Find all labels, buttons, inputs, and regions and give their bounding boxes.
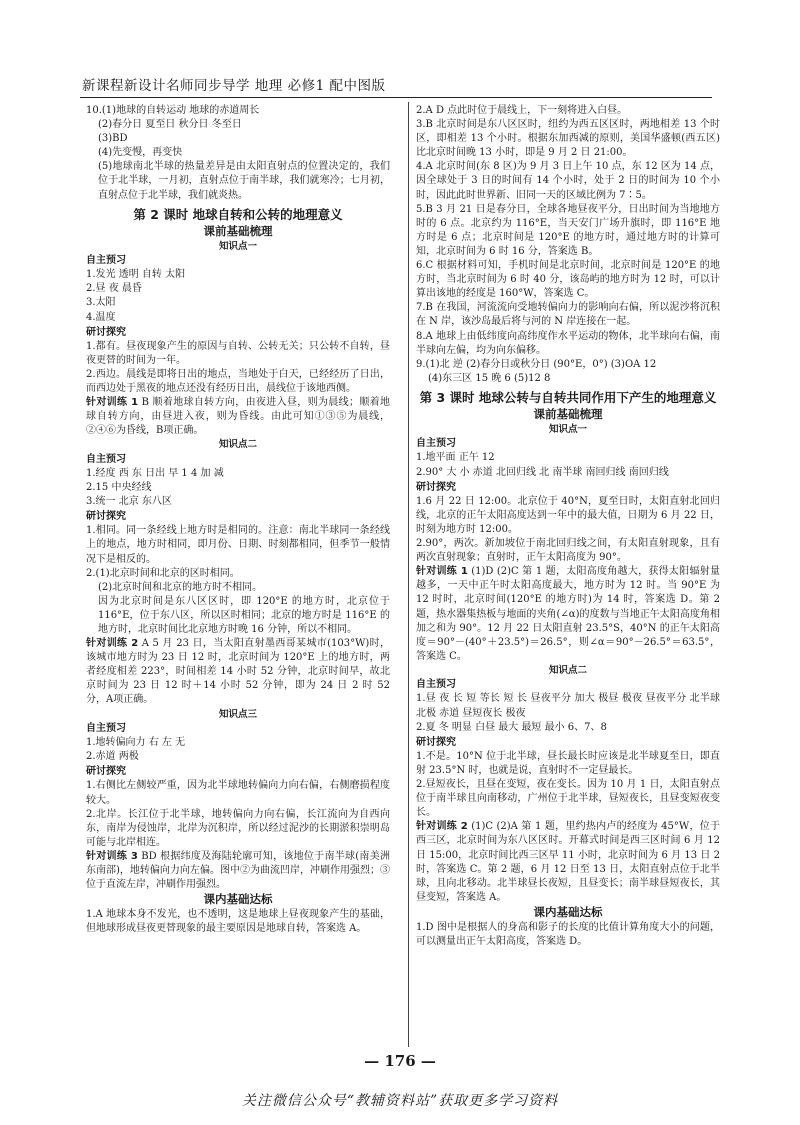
page-number: — 176 — — [364, 1052, 436, 1070]
exercise-label: 针对训练 3 — [86, 850, 138, 862]
answer-line: 1.发光 透明 自转 太阳 — [86, 269, 186, 281]
answer-subline: 因为北京时间是东八区区时，即 120°E 的地方时，北京位于 116°E，位于东八区，所以区时相同；北京的地方时是 116°E 的地方时，北京时间比北京地方时晚 16 分钟，所以不相同。 — [98, 595, 390, 635]
subsection-label: 研讨探究 — [416, 481, 456, 493]
lesson-title: 第 3 课时 地球公转与自转共同作用下产生的地理意义 — [419, 389, 717, 405]
exercise-answer — [86, 850, 390, 892]
answer-line: 1.地转偏向力 右 左 无 — [86, 737, 186, 749]
exercise-label: 针对训练 1 — [416, 566, 468, 578]
answer-line: 2.赤道 两极 — [86, 751, 139, 763]
answer-line: 3.太阳 — [86, 297, 116, 309]
subsection-label: 研讨探究 — [86, 326, 126, 338]
lesson-title: 第 2 课时 地球自转和公转的地理意义 — [133, 206, 343, 222]
section-title: 课前基础梳理 — [203, 223, 273, 238]
answer-subline: (4)先变慢，再变快 — [98, 147, 183, 159]
answer-line: 1.都有。昼夜现象产生的原因与自转、公转无关；只公转不自转，昼夜更替的时间为一年。 — [86, 340, 390, 366]
answer-line: 2.夏 冬 明显 白昼 最大 最短 最小 6、7、8 — [416, 721, 607, 733]
exercise-text: A 5 月 23 日，当太阳直射墨西哥某城市(103°W)时，该城市地方时为 23 日 12 时，北京时间为 120°E 上的地方时，两者经度相差 223°，时间相差 14 小时 52 分钟，北京时间早，故北京时间为 23 日 12 时＋14 小时 52 分钟，即为 24 日 2 时 52 分，A项正确。 — [86, 638, 390, 706]
knowledge-point-title: 知识点二 — [218, 439, 257, 451]
answer-line: 6.C 根据材料可知，手机时间是北京时间，北京时间是 120°E 的地方时，当北京时间为 6 时 40 分，该岛屿的地方时为 12 时，可以计算出该地的经度是 160°W，答案选 C。 — [416, 260, 720, 300]
answer-line: 2.西边。晨线是即将日出的地点，当地处于白天，已经经历了日出，而西边处于黑夜的地点还没有经历日出，晨线位于该地西侧。 — [86, 368, 390, 394]
knowledge-point-title: 知识点一 — [218, 240, 257, 252]
answer-line: 4.A 北京时间(东 8 区)为 9 月 3 日上午 10 点，东 12 区为 14 点，因全球处于 3 日的时间有 14 个小时，处于 2 日的时间为 10 个小时，因此此时世界新、旧同一天的区域比例为 7∶5。 — [416, 161, 720, 201]
answer-subline: (3)BD — [98, 133, 128, 145]
answer-line: 2.(1)北京时间和北京的区时相同。 — [86, 567, 240, 579]
section-title: 课前基础梳理 — [533, 406, 603, 421]
subsection-label: 自主预习 — [416, 438, 456, 450]
knowledge-point-title: 知识点三 — [218, 708, 257, 720]
column-divider — [408, 102, 409, 1047]
exercise-label: 针对训练 2 — [416, 821, 468, 833]
answer-line: 1.6 月 22 日 12:00。北京位于 40°N，夏至日时，太阳直射北回归线，北京的正午太阳高度达到一年中的最大值，日期为 6 月 22 日，时刻为地方时 12:00。 — [416, 495, 720, 535]
answer-line: 1.地平面 正午 12 — [416, 452, 495, 464]
answer-subline: (2)北京时间和北京的地方时不相同。 — [98, 581, 263, 593]
footer-note: 关注微信公众号“教辅资料站”获取更多学习资料 — [241, 1093, 559, 1109]
subsection-label: 研讨探究 — [86, 511, 126, 523]
answer-line: 9.(1)北 逆 (2)春分日或秋分日 (90°E，0°) (3)OA 12 — [416, 358, 657, 370]
exercise-text: (1)D (2)C 第 1 题，太阳高度角越大，获得太阳辐射量越多，一天中正午时太阳高度最大，地方时为 12 时。当 90°E 为 12 时时，北京时间(120°E 的地方时)为 14 时，答案选 D。第 2 题，热水器集热板与地面的夹角(∠α)的度数与当地正午太阳高度角相加之和为 90°。12 月 22 日太阳直射 23.5°S，40°N 的正午太阳高度＝90°－(40°＋23.5°)＝26.5°，则∠α＝90°－26.5°＝63.5°，答案选 C。 — [416, 566, 720, 662]
knowledge-point-title: 知识点一 — [548, 423, 587, 435]
answer-line: 2.A D 点此时位于晨线上，下一刻将进入白昼。 — [416, 105, 628, 116]
answer-line: 3.统一 北京 东八区 — [86, 496, 172, 508]
answer-line: 2.北岸。长江位于北半球，地转偏向力向右偏，长江流向为自西向东，南岸为侵蚀岸，北岸为沉积岸，所以经过泥沙的长期淤积崇明岛可能与北岸相连。 — [86, 808, 390, 848]
exercise-text: B 顺着地球自转方向，由夜进入昼，则为晨线；顺着地球自转方向，由昼进入夜，则为昏线。由此可知①③⑤为晨线，②④⑥为昏线，B项正确。 — [86, 397, 390, 437]
exercise-text: BD 根据纬度及海陆轮廓可知，该地位于南半球(南美洲东南部)，地转偏向力向左偏。图中②为曲流凹岸，冲刷作用强烈；③位于直流左岸，冲刷作用强烈。 — [86, 850, 390, 891]
answer-line: 10.(1)地球的自转运动 地球的赤道周长 — [86, 105, 260, 116]
subsection-label: 自主预习 — [416, 679, 456, 691]
right-column — [416, 104, 720, 949]
exercise-answer — [416, 820, 720, 905]
answer-line: 1.A 地球本身不发光，也不透明，这是地球上昼夜现象产生的基础，但地球形成昼夜更替现象的最主要原因是地球自转，答案选 A。 — [86, 909, 390, 935]
subsection-label: 研讨探究 — [86, 766, 126, 778]
answer-line: 2.90°，两次。新加坡位于南北回归线之间，有太阳直射现象，且有两次直射现象；直射时，正午太阳高度为 90°。 — [416, 538, 720, 564]
answer-line: 1.昼 夜 长 短 等长 短 长 昼夜平分 加大 极昼 极夜 昼夜平分 北半球 北极 赤道 昼短夜长 极夜 — [416, 693, 720, 719]
answer-line: 1.右侧比左侧较严重，因为北半球地转偏向力向右偏，右侧磨损程度较大。 — [86, 780, 390, 806]
exercise-label: 针对训练 1 — [86, 397, 139, 409]
knowledge-point-title: 知识点二 — [548, 664, 587, 676]
header-rule — [80, 97, 712, 98]
left-column — [86, 104, 390, 936]
answer-line: 2.90° 大 小 赤道 北回归线 北 南半球 南回归线 南回归线 — [416, 466, 669, 478]
answer-line: 1.经度 西 东 日出 早 1 4 加 减 — [86, 467, 224, 479]
subsection-label: 自主预习 — [86, 255, 126, 267]
answer-line: 2.15 中央经线 — [86, 482, 152, 494]
answer-subline: (2)春分日 夏至日 秋分日 冬至日 — [98, 119, 242, 131]
exercise-answer — [416, 565, 720, 664]
section-title: 课内基础达标 — [533, 904, 603, 919]
answer-line: 8.A 地球上由低纬度向高纬度作水平运动的物体，北半球向右偏，南半球向左偏，均为向东偏移。 — [416, 330, 720, 356]
subsection-label: 自主预习 — [86, 453, 126, 465]
section-title: 课内基础达标 — [203, 892, 273, 907]
answer-line: 1.D 图中是根据人的身高和影子的长度的比值计算角度大小的问题，可以测量出正午太阳高度，答案选 D。 — [416, 921, 720, 947]
exercise-answer — [86, 396, 390, 438]
answer-line: 3.B 北京时间是东八区区时，纽约为西五区区时，两地相差 13 个时区，即相差 13 个小时。根据东加西减的原则，美国华盛顿(西五区)比北京时间晚 13 小时，即是 9 月 2 日 21:00。 — [416, 119, 720, 159]
answer-line: 1.不是。10°N 位于北半球，昼长最长时应该是北半球夏至日，即直射 23.5°N 时，也就是说，直射时不一定昼最长。 — [416, 750, 720, 776]
answer-line: 5.B 3 月 21 日是春分日，全球各地昼夜平分，日出时间为当地地方时的 6 点。北京约为 116°E，当天安门广场升旗时，即 116°E 地方时是 6 点；北京时间是 120°E 的地方时，通过地方时的计算可知，北京时间为 6 时 16 分，答案选 B。 — [416, 203, 720, 257]
answer-subline: (4)东三区 15 晚 6 (5)12 8 — [428, 372, 551, 384]
subsection-label: 自主预习 — [86, 723, 126, 735]
answer-line: 7.B 在我国，河流流向受地转偏向力的影响向右偏，所以泥沙将沉积在 N 岸，该沙岛最后将与河的 N 岸连接在一起。 — [416, 302, 720, 328]
exercise-label: 针对训练 2 — [86, 638, 139, 650]
answer-line: 2.昼 夜 晨昏 — [86, 283, 142, 295]
answer-subline: (5)地球南北半球的热量差异是由太阳直射点的位置决定的，我们位于北半球，一月初，直射点位于南半球，我们就寒冷；七月初，直射点位于北半球，我们就炎热。 — [98, 161, 390, 201]
page-header: 新课程新设计名师同步导学 地理 必修1 配中图版 — [82, 78, 386, 94]
exercise-answer — [86, 637, 390, 707]
answer-line: 4.温度 — [86, 311, 116, 323]
subsection-label: 研讨探究 — [416, 736, 456, 748]
exercise-text: (1)C (2)A 第 1 题，里约热内卢的经度为 45°W，位于西三区，北京时间为东八区区时。开幕式时间是西三区时间 6 月 12 日 15:00，北京时间比西三区早 11 小时，北京时间为 6 月 13 日 2 时，答案选 C。第 2 题，6 月 12 日至 13 日，太阳直射点位于北半球，且向北移动。北半球昼长夜短，且昼变长；南半球昼短夜长，其昼变短，答案选 A。 — [416, 821, 720, 903]
answer-line: 1.相同。同一条经线上地方时是相同的。注意：南北半球同一条经线上的地点，地方时相同，即月份、日期、时刻都相同，但季节一般情况下是相反的。 — [86, 525, 390, 565]
answer-line: 2.昼短夜长，且昼在变短，夜在变长。因为 10 月 1 日，太阳直射点位于南半球且向南移动，广州位于北半球，昼短夜长，且昼变短夜变长。 — [416, 779, 720, 819]
